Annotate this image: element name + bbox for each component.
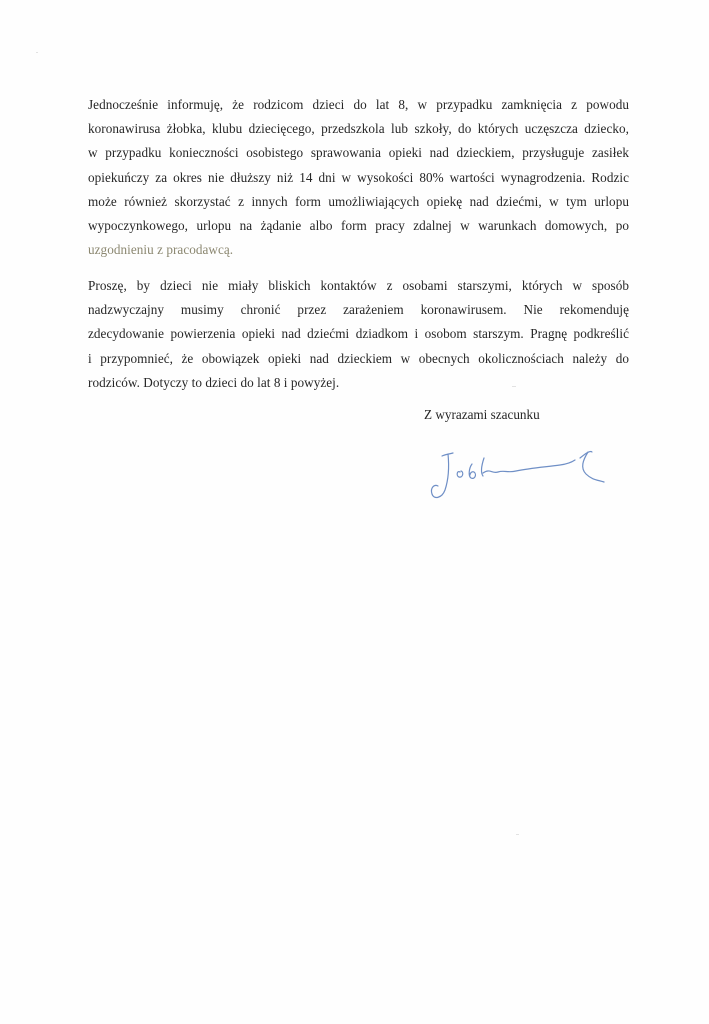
- paragraph-line: uzgodnieniu z pracodawcą.: [88, 242, 234, 258]
- paragraph-line: wypoczynkowego, urlopu na żądanie albo form pracy zdalnej w warunkach domowych, po: [88, 217, 629, 233]
- closing-salutation: Z wyrazami szacunku: [424, 407, 540, 422]
- paragraph-elderly-contact: [88, 274, 629, 395]
- paragraph-line: w przypadku konieczności osobistego sprawowania opieki nad dzieckiem, przysługuje zasiłek: [88, 145, 629, 161]
- paragraph-line: Proszę, by dzieci nie miały bliskich kontaktów z osobami starszymi, których w sposób: [88, 278, 629, 293]
- paragraph-line: i przypomnieć, że obowiązek opieki nad dzieckiem w obecnych okolicznościach należy do: [88, 350, 629, 366]
- paragraph-line: może również skorzystać z innych form umożliwiających opiekę nad dziećmi, w tym urlopu: [88, 193, 629, 209]
- paragraph-line: opiekuńczy za okres nie dłuższy niż 14 dni w wysokości 80% wartości wynagrodzenia. Rodzic: [88, 169, 629, 185]
- paragraph-line: rodziców. Dotyczy to dzieci do lat 8 i powyżej.: [88, 374, 340, 390]
- paragraph-line: Jednocześnie informuję, że rodzicom dzieci do lat 8, w przypadku zamknięcia z powodu: [88, 97, 629, 112]
- handwritten-signature: [420, 440, 610, 510]
- scan-speck: [36, 52, 38, 53]
- paragraph-childcare-allowance: [88, 93, 629, 262]
- scan-speck: [516, 834, 519, 835]
- paragraph-line: koronawirusa żłobka, klubu dziecięcego, przedszkola lub szkoły, do których uczęszcza dziecko,: [88, 121, 629, 137]
- paragraph-line: nadzwyczajny musimy chronić przez zarażeniem koronawirusem. Nie rekomenduję: [88, 302, 629, 318]
- scan-speck: [512, 386, 516, 387]
- paragraph-line: zdecydowanie powierzenia opieki nad dziećmi dziadkom i osobom starszym. Pragnę podkreślić: [88, 326, 629, 342]
